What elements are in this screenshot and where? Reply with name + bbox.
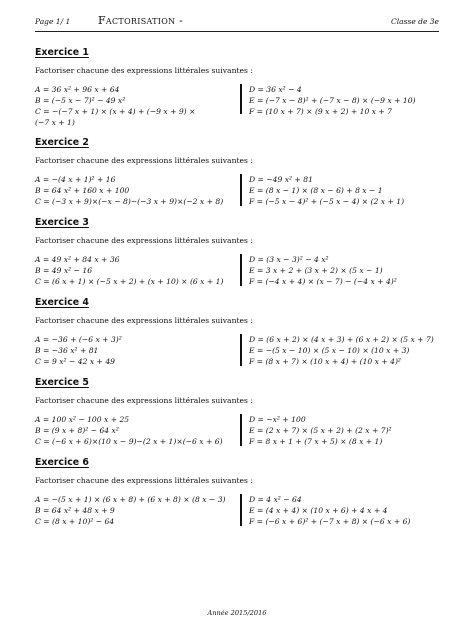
expression-f: F = 8 x + 1 + (7 x + 5) × (8 x + 1) bbox=[249, 437, 383, 446]
exercise-5 bbox=[35, 376, 439, 447]
exercise-instruction: Factoriser chacune des expressions littérales suivantes : bbox=[35, 396, 253, 405]
exercise-body bbox=[35, 84, 439, 128]
expression-f: F = (−5 x − 4)² + (−5 x − 4) × (2 x + 1) bbox=[249, 197, 405, 206]
expression-c: C = (−3 x + 9)×(−x − 8)−(−3 x + 9)×(−2 x + 8) bbox=[35, 197, 224, 206]
exercise-title: Exercice 4 bbox=[35, 297, 89, 308]
expression-d: D = (3 x − 3)² − 4 x² bbox=[249, 255, 329, 264]
exercise-body bbox=[35, 174, 439, 207]
exercise-title: Exercice 3 bbox=[35, 217, 89, 228]
expression-d: D = −49 x² + 81 bbox=[249, 175, 313, 184]
expression-f: F = (10 x + 7) × (9 x + 2) + 10 x + 7 bbox=[249, 107, 393, 116]
exercise-instruction: Factoriser chacune des expressions littérales suivantes : bbox=[35, 66, 253, 75]
exercise-3 bbox=[35, 216, 439, 287]
page-number: Page 1/ 1 bbox=[35, 17, 71, 26]
header-rule bbox=[35, 31, 439, 32]
column-separator bbox=[240, 414, 242, 446]
right-column bbox=[249, 334, 441, 367]
expression-c: C = (−6 x + 6)×(10 x − 9)−(2 x + 1)×(−6 x + 6) bbox=[35, 437, 223, 446]
page-header bbox=[35, 14, 439, 30]
exercise-body bbox=[35, 414, 439, 447]
expression-c: C = (8 x + 10)² − 64 bbox=[35, 517, 115, 526]
expression-d: D = −x² + 100 bbox=[249, 415, 306, 424]
exercise-instruction: Factoriser chacune des expressions littérales suivantes : bbox=[35, 476, 253, 485]
expression-c-continued: (−7 x + 1) bbox=[35, 118, 75, 127]
column-separator bbox=[240, 334, 242, 366]
expression-a: A = −(5 x + 1) × (6 x + 8) + (6 x + 8) × (8 x − 3) bbox=[35, 495, 226, 504]
expression-a: A = 36 x² + 96 x + 64 bbox=[35, 85, 120, 94]
expression-b: B = 49 x² − 16 bbox=[35, 266, 93, 275]
expression-a: A = −(4 x + 1)² + 16 bbox=[35, 175, 116, 184]
exercise-body bbox=[35, 494, 439, 527]
expression-b: B = (9 x + 8)² − 64 x² bbox=[35, 426, 119, 435]
column-separator bbox=[240, 494, 242, 526]
exercise-6 bbox=[35, 456, 439, 527]
left-column bbox=[35, 414, 231, 447]
class-label: Classe de 3e bbox=[391, 17, 439, 26]
exercise-title: Exercice 1 bbox=[35, 47, 89, 58]
exercise-title: Exercice 2 bbox=[35, 137, 89, 148]
expression-b: B = 64 x² + 48 x + 9 bbox=[35, 506, 115, 515]
expression-e: E = (−7 x − 8)² + (−7 x − 8) × (−9 x + 10) bbox=[249, 96, 416, 105]
expression-d: D = (6 x + 2) × (4 x + 3) + (6 x + 2) × (5 x + 7) bbox=[249, 335, 434, 344]
exercise-instruction: Factoriser chacune des expressions littérales suivantes : bbox=[35, 316, 253, 325]
expression-d: D = 4 x² − 64 bbox=[249, 495, 302, 504]
right-column bbox=[249, 84, 441, 117]
right-column bbox=[249, 254, 441, 287]
exercise-4 bbox=[35, 296, 439, 367]
expression-a: A = −36 + (−6 x + 3)² bbox=[35, 335, 122, 344]
expression-a: A = 100 x² − 100 x + 25 bbox=[35, 415, 130, 424]
column-separator bbox=[240, 84, 242, 114]
column-separator bbox=[240, 254, 242, 286]
exercise-instruction: Factoriser chacune des expressions littérales suivantes : bbox=[35, 156, 253, 165]
page-footer: Année 2015/2016 bbox=[207, 609, 267, 617]
expression-f: F = (−6 x + 6)² + (−7 x + 8) × (−6 x + 6) bbox=[249, 517, 411, 526]
expression-e: E = (4 x + 4) × (10 x + 6) + 4 x + 4 bbox=[249, 506, 388, 515]
expression-f: F = (8 x + 7) × (10 x + 4) + (10 x + 4)² bbox=[249, 357, 401, 366]
expression-a: A = 49 x² + 84 x + 36 bbox=[35, 255, 120, 264]
right-column bbox=[249, 414, 441, 447]
expression-b: B = −36 x² + 81 bbox=[35, 346, 99, 355]
right-column bbox=[249, 494, 441, 527]
expression-e: E = (8 x − 1) × (8 x − 6) + 8 x − 1 bbox=[249, 186, 383, 195]
column-separator bbox=[240, 174, 242, 206]
left-column bbox=[35, 84, 231, 128]
exercise-instruction: Factoriser chacune des expressions littérales suivantes : bbox=[35, 236, 253, 245]
expression-c: C = 9 x² − 42 x + 49 bbox=[35, 357, 115, 366]
exercise-body bbox=[35, 254, 439, 287]
exercise-title: Exercice 6 bbox=[35, 457, 89, 468]
expression-b: B = 64 x² + 160 x + 100 bbox=[35, 186, 130, 195]
page-title: Factorisation - bbox=[98, 14, 184, 27]
expression-c: C = (6 x + 1) × (−5 x + 2) + (x + 10) × (6 x + 1) bbox=[35, 277, 224, 286]
left-column bbox=[35, 254, 231, 287]
exercise-2 bbox=[35, 136, 439, 207]
expression-b: B = (−5 x − 7)² − 49 x² bbox=[35, 96, 126, 105]
left-column bbox=[35, 174, 231, 207]
exercise-body bbox=[35, 334, 439, 367]
left-column bbox=[35, 494, 231, 527]
expression-d: D = 36 x² − 4 bbox=[249, 85, 302, 94]
expression-f: F = (−4 x + 4) × (x − 7) − (−4 x + 4)² bbox=[249, 277, 397, 286]
expression-c: C = −(−7 x + 1) × (x + 4) + (−9 x + 9) × bbox=[35, 107, 196, 116]
expression-e: E = 3 x + 2 + (3 x + 2) × (5 x − 1) bbox=[249, 266, 383, 275]
left-column bbox=[35, 334, 231, 367]
right-column bbox=[249, 174, 441, 207]
expression-e: E = (2 x + 7) × (5 x + 2) + (2 x + 7)² bbox=[249, 426, 392, 435]
exercise-1 bbox=[35, 46, 439, 128]
expression-e: E = −(5 x − 10) × (5 x − 10) × (10 x + 3) bbox=[249, 346, 410, 355]
exercise-title: Exercice 5 bbox=[35, 377, 89, 388]
